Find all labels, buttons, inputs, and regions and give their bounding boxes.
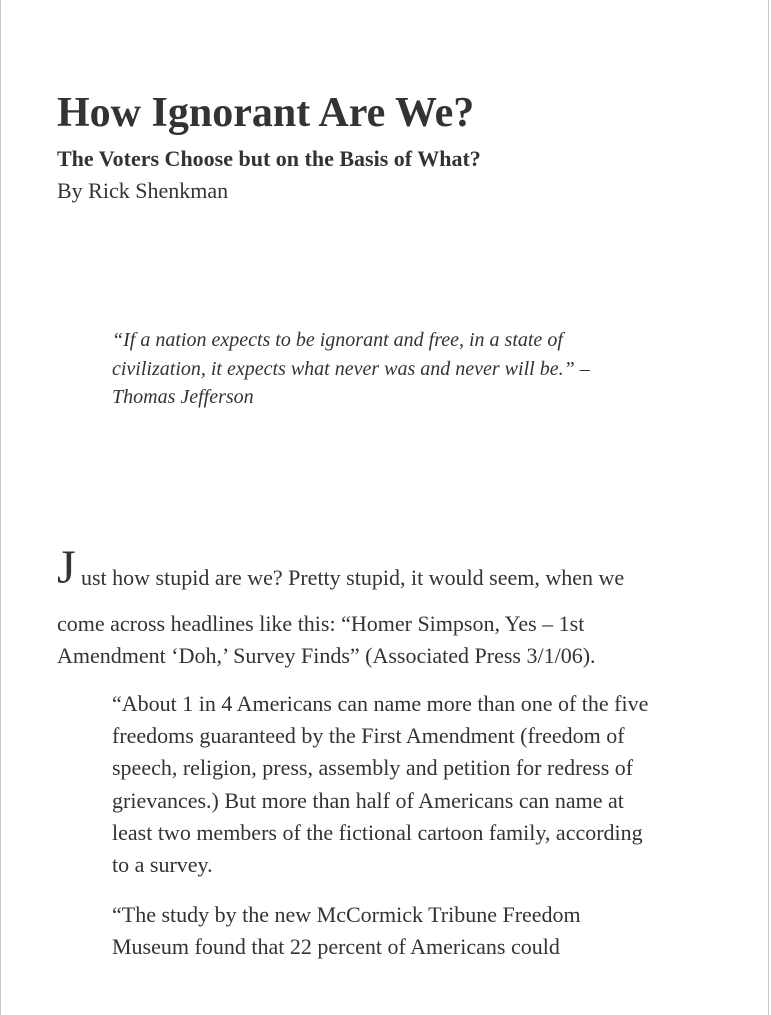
epigraph-quote: “If a nation expects to be ignorant and free, in a state of civilization, it expects what never was and never will be.” – Thomas Jefferson <box>112 329 590 408</box>
intro-paragraph <box>57 540 697 668</box>
block-quote-paragraph-2: “The study by the new McCormick Tribune Freedom Museum found that 22 percent of Americans could <box>112 902 581 960</box>
intro-continuation: come across headlines like this: “Homer Simpson, Yes – 1st Amendment ‘Doh,’ Survey Finds” (Associated Press 3/1/06). <box>57 611 596 668</box>
intro-first-line-text: ust how stupid are we? Pretty stupid, it would seem, when we <box>81 565 625 590</box>
article-title: How Ignorant Are We? <box>57 90 475 136</box>
drop-cap: J <box>57 541 76 594</box>
intro-first-line <box>57 540 697 594</box>
block-quote-paragraph-1: “About 1 in 4 Americans can name more than one of the five freedoms guaranteed by the First Amendment (freedom of speech, religion, press, assembly and petition for redress of grievances.) But more than half of Americans can name at least two members of the fictional cartoon family, according to a survey. <box>112 691 649 878</box>
article-byline: By Rick Shenkman <box>57 178 229 203</box>
article-subtitle: The Voters Choose but on the Basis of What? <box>57 146 481 171</box>
